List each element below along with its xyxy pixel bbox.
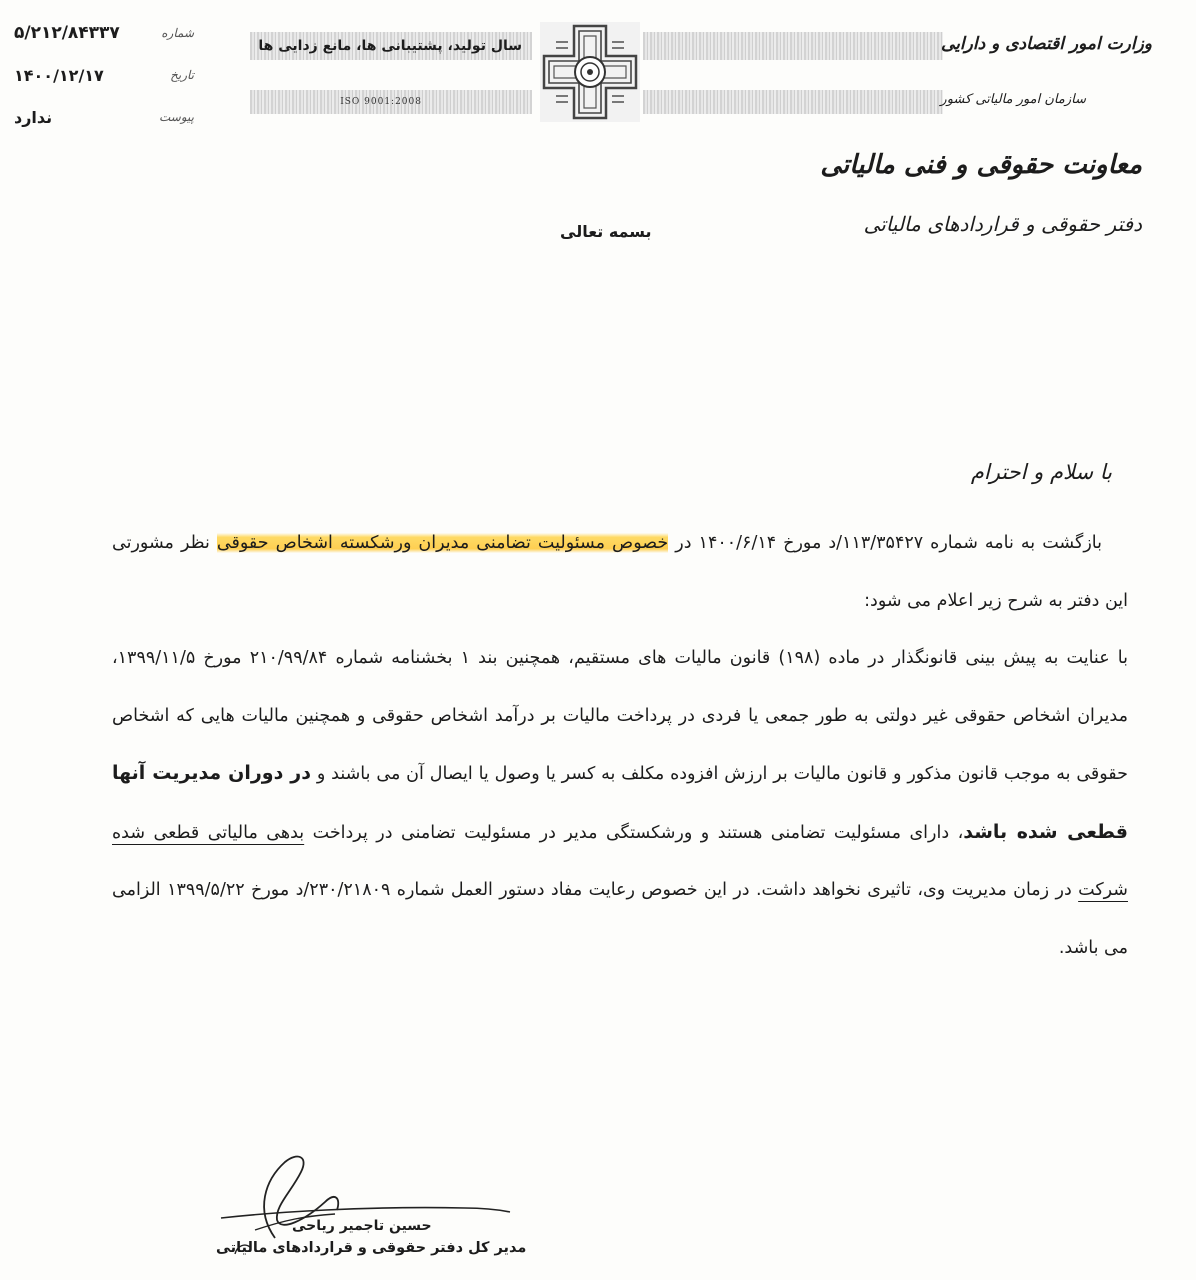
office-name: دفتر حقوقی و قراردادهای مالیاتی xyxy=(863,212,1142,236)
meta-date-row xyxy=(14,54,194,96)
organization-name: سازمان امور مالیاتی کشور xyxy=(940,92,1086,107)
p1-start: بازگشت به نامه شماره ۱۱۳/۳۵۴۲۷/د مورخ ۱۴۰۰/۶/۱۴ در xyxy=(668,533,1102,553)
body-paragraph-1 xyxy=(112,515,1128,630)
signer-title: مدیر کل دفتر حقوقی و قراردادهای مالیاتی xyxy=(216,1240,527,1256)
highlighted-subject: خصوص مسئولیت تضامنی مدیران ورشکسته اشخاص حقوقی xyxy=(216,533,669,553)
iso-certification: ISO 9001:2008 xyxy=(340,97,422,107)
tax-organization-logo-icon xyxy=(540,22,640,122)
ministry-name: وزارت امور اقتصادی و دارایی xyxy=(941,34,1152,54)
p2-mid: ، دارای مسئولیت تضامنی هستند و ورشکستگی مدیر در مسئولیت تضامنی در پرداخت xyxy=(304,822,964,843)
p2-bold-clause: در دوران مدیریت آنها قطعی شده باشد xyxy=(112,762,1128,843)
year-slogan: سال تولید، پشتیبانی ها، مانع زدایی ها xyxy=(258,38,522,54)
p2-underlined-clause: بدهی مالیاتی قطعی شده شرکت xyxy=(112,822,1128,900)
signer-name: حسین تاجمیر ریاحی xyxy=(292,1218,432,1234)
body-paragraph-2 xyxy=(112,630,1128,977)
meta-number-row xyxy=(14,12,194,54)
header-bar-slogan xyxy=(250,32,532,60)
meta-date-label: تاریخ xyxy=(170,68,194,82)
greeting: با سلام و احترام xyxy=(970,460,1112,484)
meta-number-label: شماره xyxy=(161,26,194,40)
header-bar-ministry xyxy=(643,32,943,60)
meta-number-value: ۵/۲۱۲/۸۴۳۳۷ xyxy=(14,23,120,43)
bismillah-heading: بسمه تعالی xyxy=(560,222,652,241)
header-bar-iso xyxy=(250,90,532,114)
meta-attachment-value: ندارد xyxy=(14,107,53,127)
meta-attachment-row xyxy=(14,96,194,138)
meta-date-value: ۱۴۰۰/۱۲/۱۷ xyxy=(14,65,104,85)
p2-start: با عنایت به پیش بینی قانونگذار در ماده (۱۹۸) قانون مالیات های مستقیم، همچنین بند ۱ بخشنامه شماره ۲۱۰/۹۹/۸۴ مورخ ۱۳۹۹/۱۱/۵، مدیران اشخاص حقوقی غیر دولتی به طور جمعی یا فردی در پرداخت مالیات بر درآمد اشخاص حقوقی و همچنین مالیات هایی که اشخاص حقوقی به موجب قانون مذکور و قانون مالیات بر ارزش افزوده مکلف به کسر یا وصول یا ایصال آن می باشند و xyxy=(112,648,1128,784)
letter-body xyxy=(112,515,1128,977)
p2-end: در زمان مدیریت وی، تاثیری نخواهد داشت. در این خصوص رعایت مفاد دستور العمل شماره ۲۳۰/۲۱۸۰۹/د مورخ ۱۳۹۹/۵/۲۲ الزامی می باشد. xyxy=(112,880,1128,958)
deputy-department: معاونت حقوقی و فنی مالیاتی xyxy=(820,150,1142,180)
meta-attachment-label: پیوست xyxy=(159,110,194,124)
p1-rest: نظر مشورتی این دفتر به شرح زیر اعلام می شود: xyxy=(112,533,1128,611)
header-bar-organization xyxy=(643,90,943,114)
letter-meta xyxy=(14,12,194,138)
